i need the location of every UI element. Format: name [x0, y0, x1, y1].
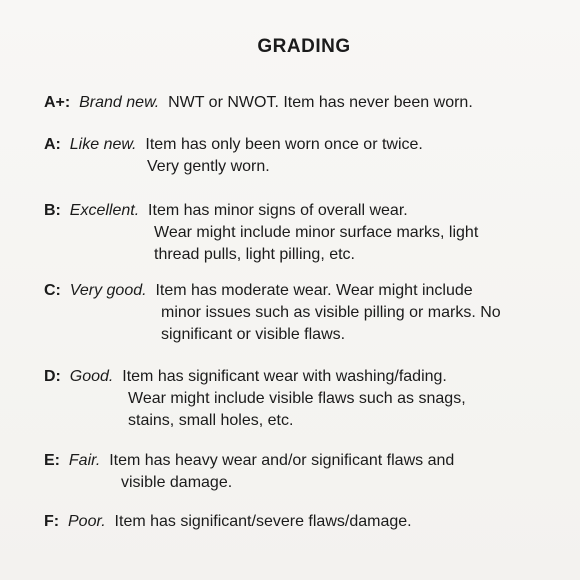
grade-first-line: [44, 92, 473, 114]
grade-description: NWT or NWOT. Item has never been worn.: [168, 94, 473, 111]
page-title: GRADING: [257, 36, 351, 57]
grade-first-line: [44, 134, 423, 156]
grade-quality: Poor.: [68, 513, 106, 530]
grade-first-line: [44, 450, 454, 472]
grade-label: A:: [44, 136, 61, 153]
grade-description: Item has significant wear with washing/fading.: [122, 368, 447, 385]
grade-description: Item has heavy wear and/or significant flaws and: [109, 452, 455, 469]
grade-entry-f: [44, 511, 412, 533]
grade-continuation-line: thread pulls, light pilling, etc.: [154, 246, 355, 263]
grade-quality: Good.: [69, 368, 114, 385]
grade-first-line: [44, 511, 412, 533]
grade-entry-a-plus: [44, 92, 473, 114]
grade-label: D:: [44, 368, 61, 385]
grade-entry-a: [44, 134, 423, 178]
grade-label: A+:: [44, 94, 71, 111]
grade-quality: Fair.: [68, 452, 101, 469]
grade-description: Item has only been worn once or twice.: [145, 136, 423, 153]
grade-continuation-line: significant or visible flaws.: [161, 326, 346, 343]
grade-description: Item has moderate wear. Wear might include: [155, 282, 473, 299]
grade-label: C:: [44, 282, 61, 299]
grade-continuation-line: stains, small holes, etc.: [128, 412, 294, 429]
grade-continuation-line: Wear might include minor surface marks, light: [154, 224, 479, 241]
grade-first-line: [44, 280, 501, 302]
grade-continuation-line: Wear might include visible flaws such as snags,: [128, 390, 466, 407]
grade-label: F:: [44, 513, 60, 530]
grade-description: Item has significant/severe flaws/damage.: [114, 513, 412, 530]
grade-entry-d: [44, 366, 466, 432]
grade-label: E:: [44, 452, 60, 469]
grade-continuation-line: visible damage.: [121, 474, 233, 491]
grade-description: Item has minor signs of overall wear.: [148, 202, 408, 219]
grade-first-line: [44, 200, 478, 222]
grade-continuation-line: minor issues such as visible pilling or marks. No: [161, 304, 501, 321]
grade-label: B:: [44, 202, 61, 219]
grade-quality: Like new.: [69, 136, 137, 153]
grade-quality: Excellent.: [69, 202, 140, 219]
grade-continuation-line: Very gently worn.: [147, 158, 270, 175]
grade-first-line: [44, 366, 466, 388]
grade-quality: Brand new.: [79, 94, 160, 111]
grade-entry-e: [44, 450, 454, 494]
grade-entry-b: [44, 200, 478, 266]
grade-quality: Very good.: [69, 282, 147, 299]
grade-entry-c: [44, 280, 501, 346]
